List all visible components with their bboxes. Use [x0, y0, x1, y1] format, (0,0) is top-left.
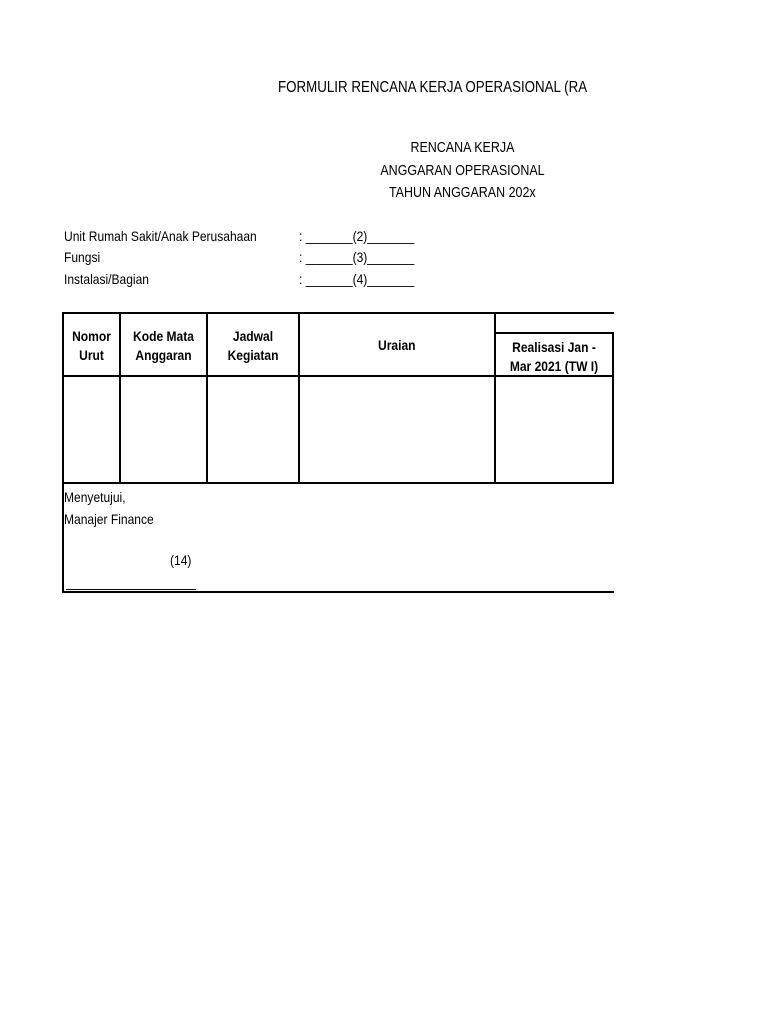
- info-label-instalasi: Instalasi/Bagian: [64, 271, 150, 287]
- table-footer-bottom: [62, 591, 614, 593]
- info-value-unit: : _______(2)_______: [299, 228, 415, 244]
- approver-role: Manajer Finance: [64, 511, 154, 527]
- signature-number: (14): [170, 552, 192, 568]
- info-value-fungsi: : _______(3)_______: [299, 249, 415, 265]
- signature-line: [66, 589, 196, 590]
- table-body-bottom: [62, 482, 614, 484]
- col-divider-5: [612, 332, 614, 484]
- table-top-border: [62, 312, 614, 314]
- col-header-kode-mata-anggaran: Kode Mata Anggaran: [133, 328, 194, 363]
- approval-label: Menyetujui,: [64, 489, 126, 505]
- subtitle-line-3: TAHUN ANGGARAN 202x: [388, 185, 536, 201]
- info-value-instalasi: : _______(4)_______: [299, 271, 415, 287]
- info-label-fungsi: Fungsi: [64, 249, 101, 265]
- col-header-jadwal-kegiatan: Jadwal Kegiatan: [227, 328, 279, 363]
- col-header-nomor-urut: Nomor Urut: [72, 328, 111, 363]
- col-header-uraian: Uraian: [378, 337, 416, 353]
- info-label-unit: Unit Rumah Sakit/Anak Perusahaan: [64, 228, 257, 244]
- table-header-split: [494, 332, 614, 334]
- subtitle-line-2: ANGGARAN OPERASIONAL: [379, 163, 545, 179]
- col-header-realisasi: Realisasi Jan - Mar 2021 (TW I): [509, 339, 599, 374]
- subtitle-line-1: RENCANA KERJA: [410, 140, 514, 156]
- form-title: FORMULIR RENCANA KERJA OPERASIONAL (RA: [278, 79, 588, 96]
